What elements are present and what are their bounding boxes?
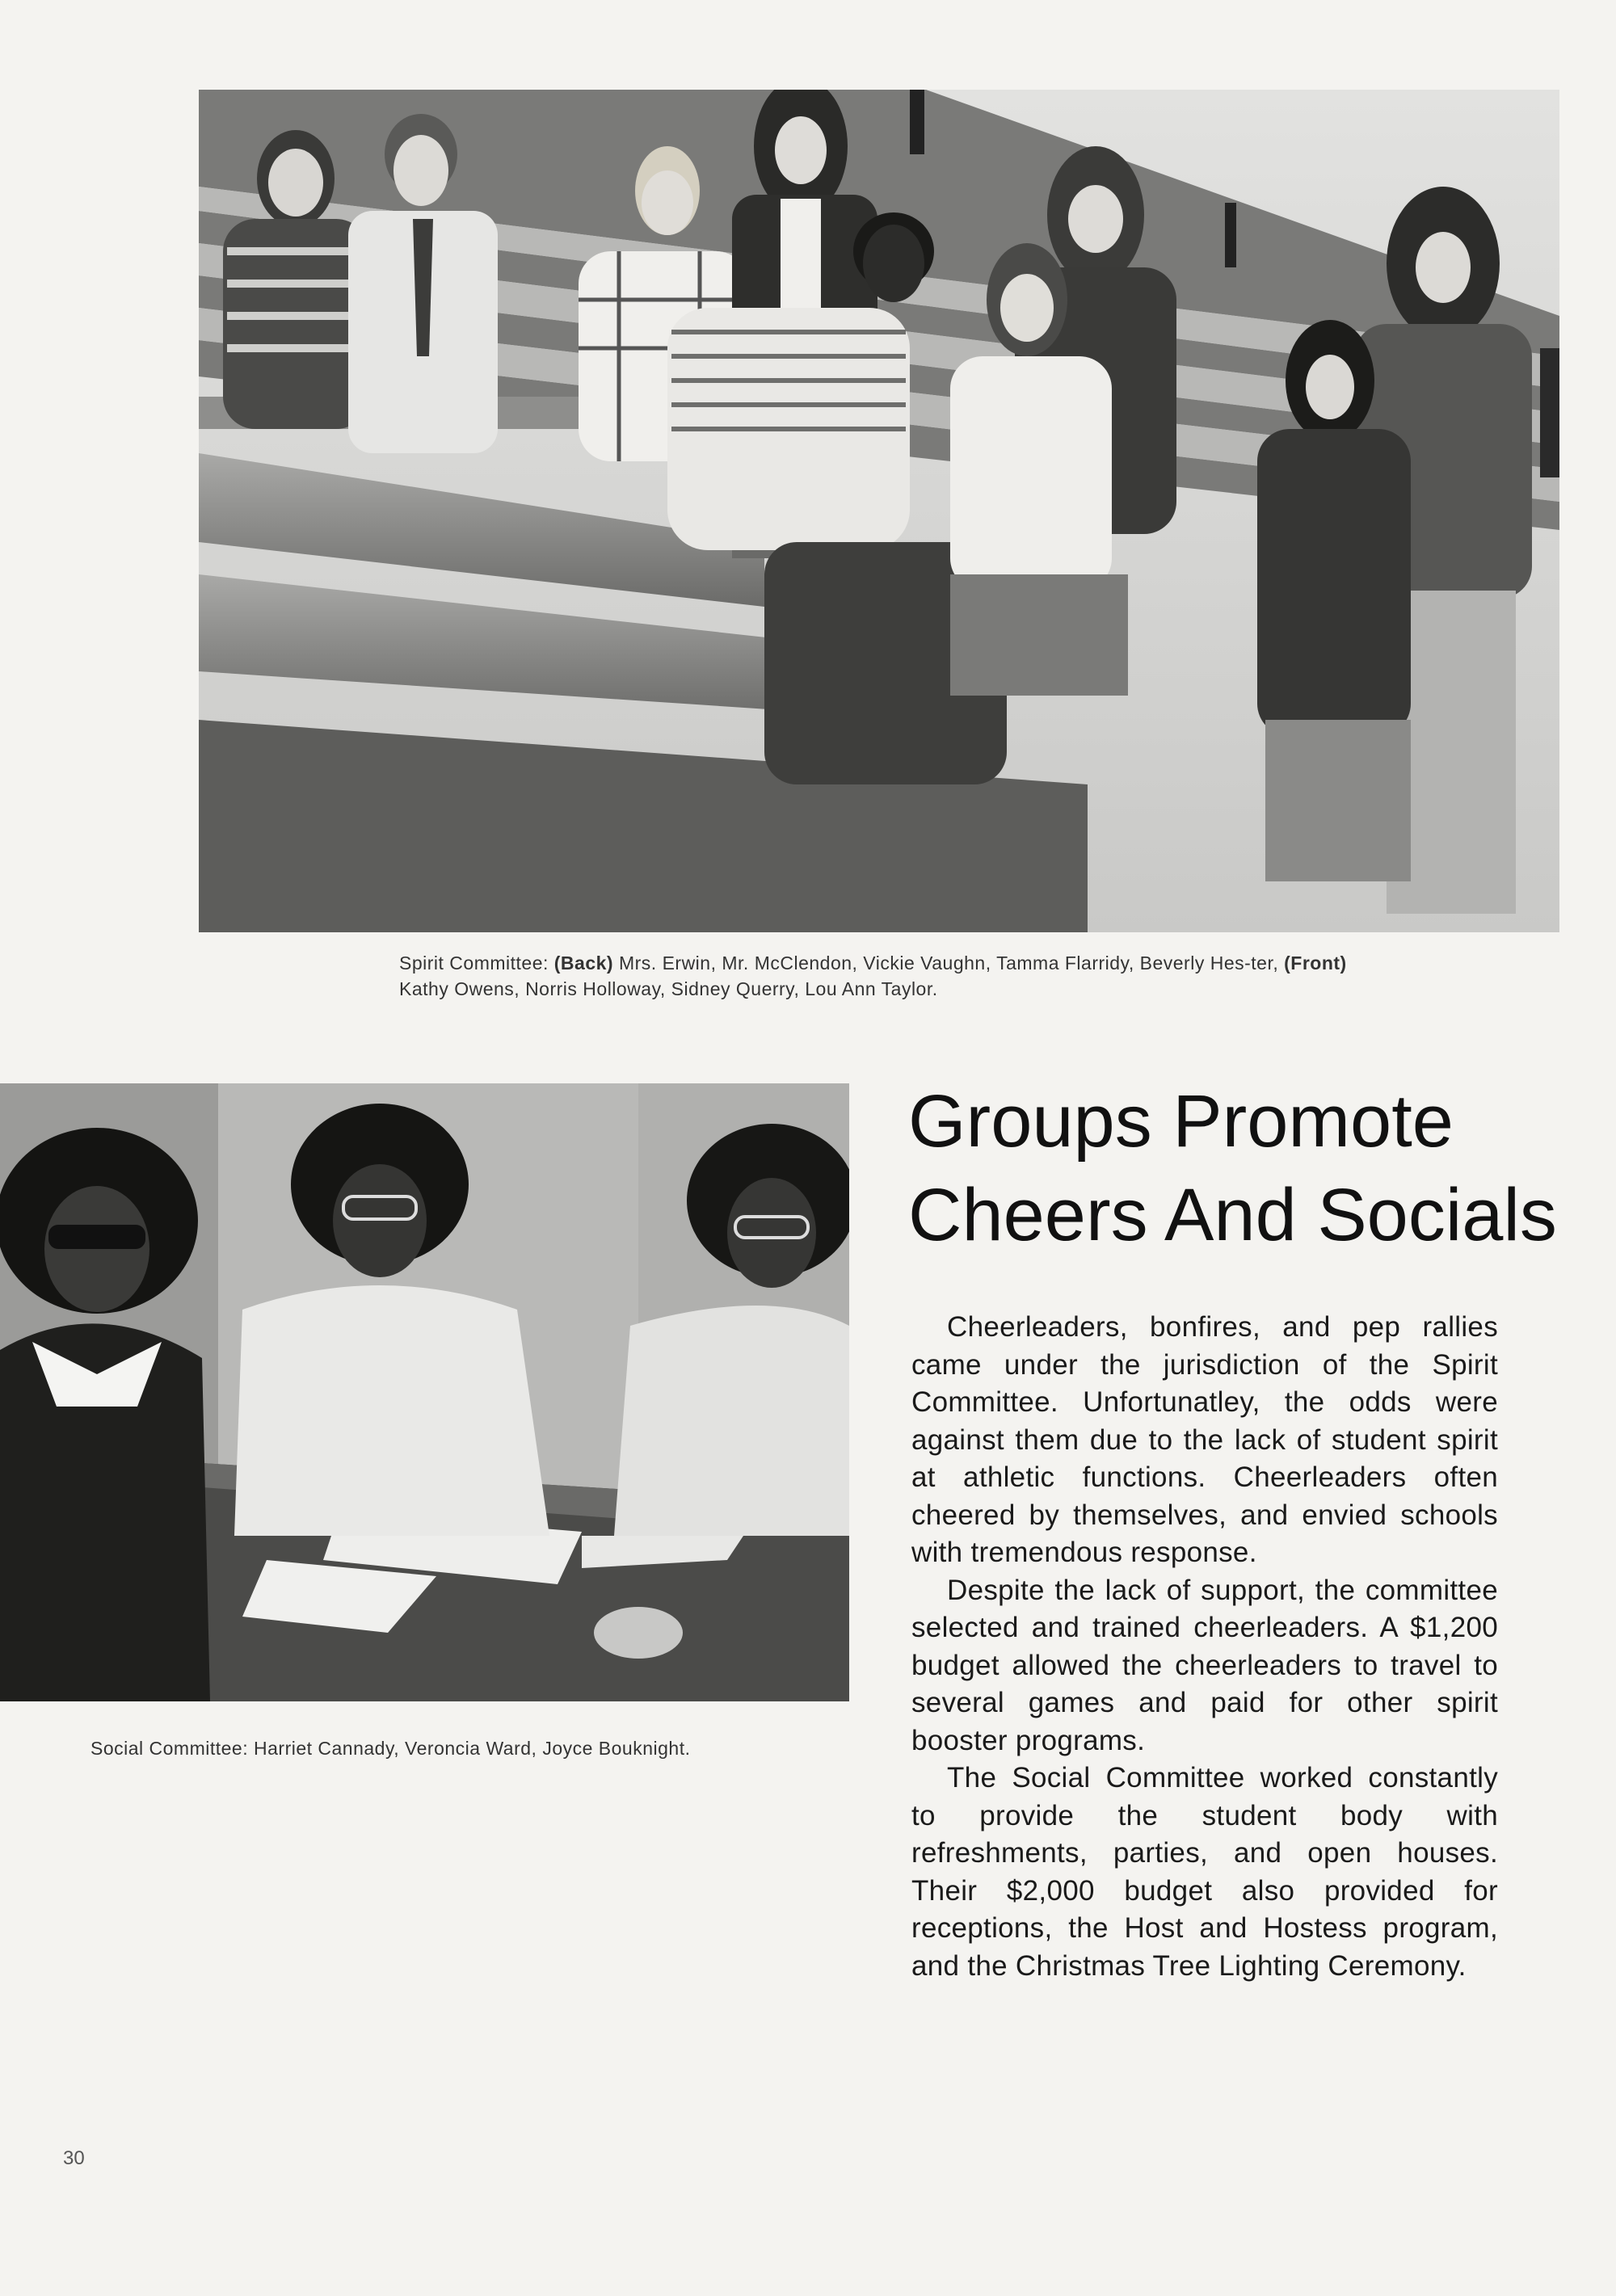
article-body [911,1309,1498,1985]
caption-back-label: (Back) [553,952,614,973]
body-paragraph-1: Cheerleaders, bonfires, and pep rallies came under the jurisdiction of the Spirit Committee. Unfortunatley, the odds were against them due to the lack of student spirit at athletic functions. Cheerleaders often cheered by themselves, and envied schools with tremendous response. [911,1311,1498,1568]
bleachers-photo-illustration [199,90,1559,932]
headline-line-2: Cheers And Socials [908,1174,1557,1256]
body-paragraph-2: Despite the lack of support, the committee selected and trained cheerleaders. A $1,200 budget allowed the cheerleaders to travel to several games and paid for other spirit booster programs. [911,1574,1498,1756]
spirit-committee-caption [399,950,1401,1002]
caption-front-label: (Front) [1284,952,1347,973]
page-headline [908,1074,1616,1262]
social-committee-caption: Social Committee: Harriet Cannady, Veroncia Ward, Joyce Bouknight. [90,1738,691,1759]
spirit-committee-photo [199,90,1559,932]
caption-lead: Spirit Committee: [399,952,554,973]
social-committee-photo [0,1083,849,1701]
body-paragraph-3: The Social Committee worked constantly to provide the student body with refreshments, parties, and open houses. Their $2,000 budget also provided for receptions, the Host and Hostess program, and the Christmas Tree Lighting Ceremony. [911,1762,1498,1982]
caption-back-names: Mrs. Erwin, Mr. McClendon, Vickie Vaughn, Tamma Flarridy, Beverly Hes-ter, [613,952,1285,973]
table-photo-illustration [0,1083,849,1701]
headline-line-1: Groups Promote [908,1080,1454,1163]
page-number: 30 [63,2147,85,2169]
caption-front-names: Kathy Owens, Norris Holloway, Sidney Querry, Lou Ann Taylor. [399,978,938,999]
